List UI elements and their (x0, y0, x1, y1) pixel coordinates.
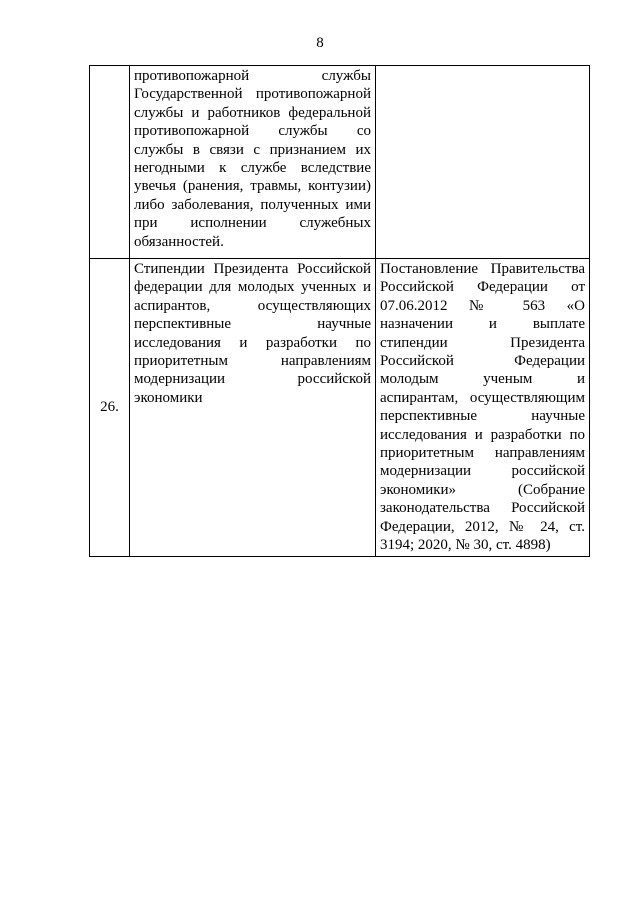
table-row (90, 259, 590, 557)
benefit-name-text: противопожарной службы Государственной противопожарной службы и работников федеральной противопожарной службы со службы в связи с признанием их негодными к службе вследствие увечья (ранения, травмы, контузии) либо заболевания, полученных ими при исполнении служебных обязанностей. (134, 68, 371, 250)
legal-basis-cell (376, 259, 590, 557)
row-number-cell (90, 66, 130, 259)
benefit-name-text: Стипендии Президента Российской федерации для молодых ученных и аспирантов, осуществляющих перспективные научные исследования и разработки по приоритетным направлениям модернизации российской экономики (134, 261, 371, 406)
row-number-cell: 26. (90, 259, 130, 557)
page-number: 8 (316, 35, 324, 51)
legal-basis-text: Постановление Правительства Российской Федерации от 07.06.2012 № 563 «О назначении и выплате стипендии Президента Российской Федерации молодым ученым и аспирантам, осуществляющим перспективные научные исследования и разработки по приоритетным направлениям модернизации российской экономики» (Собрание законодательства Российской Федерации, 2012, № 24, ст. 3194; 2020, № 30, ст. 4898) (380, 261, 585, 554)
table-row (90, 66, 590, 259)
benefits-table (89, 65, 590, 557)
legal-basis-cell (376, 66, 590, 259)
benefit-name-cell (130, 259, 376, 557)
benefit-name-cell (130, 66, 376, 259)
